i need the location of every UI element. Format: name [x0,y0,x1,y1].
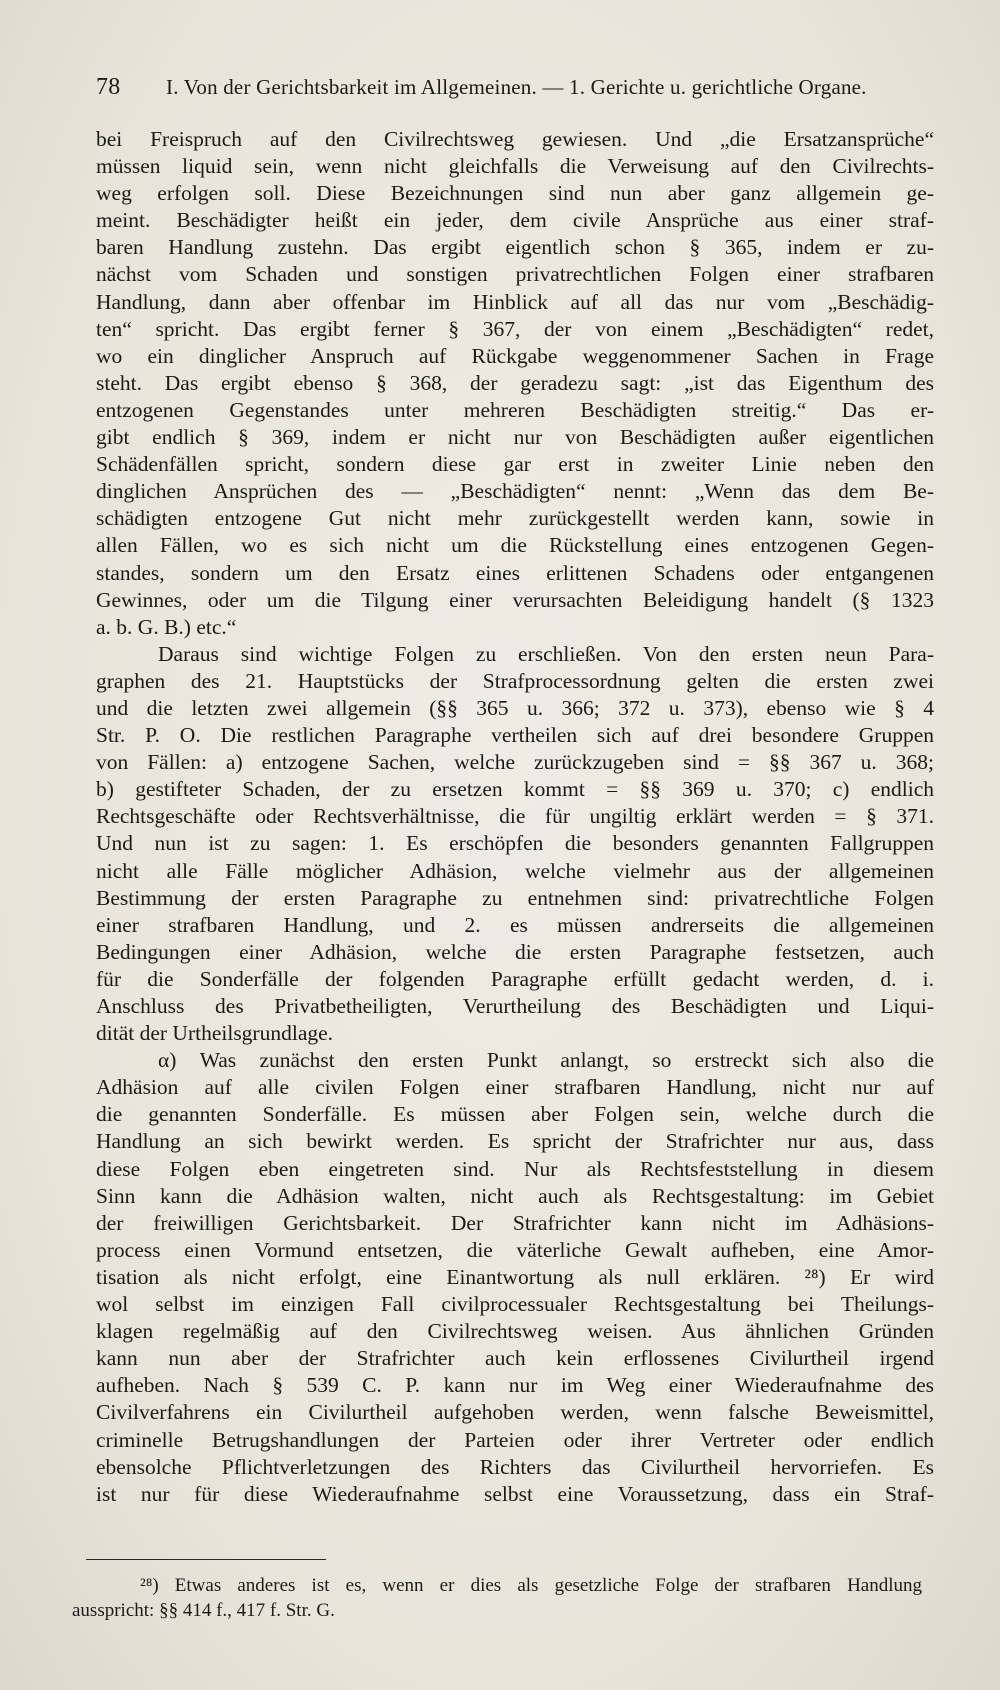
text-line: ist nur für diese Wiederaufnahme selbst eine Voraussetzung, dass ein Straf- [96,1481,934,1506]
text-line: Anschluss des Privatbetheiligten, Verurtheilung des Beschädigten und Liqui- [96,994,934,1018]
text-line: b) gestifteter Schaden, der zu ersetzen kommt = §§ 369 u. 370; c) endlich [96,777,934,802]
paragraph-start-line: α) Was zunächst den ersten Punkt anlangt, so erstreckt sich also die [158,1048,934,1073]
text-line: von Fällen: a) entzogene Sachen, welche zurückzugeben sind = §§ 367 u. 368; [96,750,934,775]
text-line: gibt endlich § 369, indem er nicht nur von Beschädigten außer eigentlichen [96,425,934,450]
page-header [96,74,886,101]
text-line: Str. P. O. Die restlichen Paragraphe vertheilen sich auf drei besondere Gruppen [96,723,934,748]
footnote-line: ²⁸) Etwas anderes ist es, wenn er dies als gesetzliche Folge der strafbaren Handlung [140,1575,922,1596]
text-line: ebensolche Pflichtverletzungen des Richters das Civilurtheil hervorriefen. Es [96,1454,934,1479]
text-line: baren Handlung zustehn. Das ergibt eigentlich schon § 365, indem er zu- [96,235,934,260]
footnote [72,1573,922,1623]
text-line: Adhäsion auf alle civilen Folgen einer strafbaren Handlung, nicht nur auf [96,1075,934,1100]
page-number: 78 [96,74,121,100]
text-line: wol selbst im einzigen Fall civilprocessualer Rechtsgestaltung bei Theilungs- [96,1292,934,1317]
paragraph-end-line: dität der Urtheilsgrundlage. [96,1021,334,1046]
text-line: Gewinnes, oder um die Tilgung einer verursachten Beleidigung handelt (§ 1323 [96,587,934,612]
text-line: nächst vom Schaden und sonstigen privatrechtlichen Folgen einer strafbaren [96,262,934,287]
text-line: ten“ spricht. Das ergibt ferner § 367, der von einem „Beschädigten“ redet, [96,316,934,341]
text-line: tisation als nicht erfolgt, eine Einantwortung als null erklären. ²⁸) Er wird [96,1264,934,1289]
text-line: process einen Vormund entsetzen, die väterliche Gewalt aufheben, eine Amor- [96,1237,934,1262]
text-line: der freiwilligen Gerichtsbarkeit. Der Strafrichter kann nicht im Adhäsions- [96,1210,934,1235]
text-line: steht. Das ergibt ebenso § 368, der geradezu sagt: „ist das Eigenthum des [96,370,934,395]
text-line: schädigten entzogene Gut nicht mehr zurückgestellt werden kann, sowie in [96,506,934,531]
text-line: nicht alle Fälle möglicher Adhäsion, welche vielmehr aus der allgemeinen [96,858,934,883]
text-line: weg erfolgen soll. Diese Bezeichnungen sind nun aber ganz allgemein ge- [96,181,934,206]
footnote-line: ausspricht: §§ 414 f., 417 f. Str. G. [72,1600,335,1621]
text-line: bei Freispruch auf den Civilrechtsweg gewiesen. Und „die Ersatzansprüche“ [96,127,934,151]
text-line: aufheben. Nach § 539 C. P. kann nur im Weg einer Wiederaufnahme des [96,1373,934,1398]
text-line: Und nun ist zu sagen: 1. Es erschöpfen die besonders genannten Fallgruppen [96,831,934,856]
paragraph-start-line: Daraus sind wichtige Folgen zu erschließen. Von den ersten neun Para- [158,641,934,666]
text-line: criminelle Betrugshandlungen der Parteien oder ihrer Vertreter oder endlich [96,1427,934,1452]
text-line: Civilverfahrens ein Civilurtheil aufgehoben werden, wenn falsche Beweismittel, [96,1400,934,1425]
text-line: allen Fällen, wo es sich nicht um die Rückstellung eines entzogenen Gegen- [96,533,934,558]
text-line: Bedingungen einer Adhäsion, welche die ersten Paragraphe festsetzen, auch [96,939,934,964]
running-head: I. Von der Gerichtsbarkeit im Allgemeinen. — 1. Gerichte u. gerichtliche Organe. [166,75,867,99]
paragraph-end-line: a. b. G. B.) etc.“ [96,614,237,639]
text-line: für die Sonderfälle der folgenden Paragraphe erfüllt gedacht werden, d. i. [96,966,934,991]
text-line: Handlung, dann aber offenbar im Hinblick auf all das nur vom „Beschädig- [96,289,934,314]
text-line: meint. Beschädigter heißt ein jeder, dem civile Ansprüche aus einer straf- [96,208,934,233]
text-line: müssen liquid sein, wenn nicht gleichfalls die Verweisung auf den Civilrechts- [96,154,934,179]
text-line: standes, sondern um den Ersatz eines erlittenen Schadens oder entgangenen [96,560,934,585]
text-line: entzogenen Gegenstandes unter mehreren Beschädigten streitig.“ Das er- [96,397,934,422]
body-text [96,126,934,1508]
text-line: einer strafbaren Handlung, und 2. es müssen andrerseits die allgemeinen [96,912,934,937]
text-line: kann nun aber der Strafrichter auch kein erflossenes Civilurtheil irgend [96,1346,934,1371]
text-line: dinglichen Ansprüchen des — „Beschädigten“ nennt: „Wenn das dem Be- [96,479,934,504]
text-line: Handlung an sich bewirkt werden. Es spricht der Strafrichter nur aus, dass [96,1129,934,1154]
text-line: wo ein dinglicher Anspruch auf Rückgabe weggenommener Sachen in Frage [96,343,934,368]
text-line: Schädenfällen spricht, sondern diese gar erst in zweiter Linie neben den [96,452,934,477]
text-line: Rechtsgeschäfte oder Rechtsverhältnisse, die für ungiltig erklärt werden = § 371. [96,804,934,829]
text-line: diese Folgen eben eingetreten sind. Nur als Rechtsfeststellung in diesem [96,1156,934,1181]
text-line: Sinn kann die Adhäsion walten, nicht auch als Rechtsgestaltung: im Gebiet [96,1183,934,1208]
footnote-divider [86,1559,326,1560]
text-line: klagen regelmäßig auf den Civilrechtsweg weisen. Aus ähnlichen Gründen [96,1319,934,1344]
text-line: und die letzten zwei allgemein (§§ 365 u. 366; 372 u. 373), ebenso wie § 4 [96,695,934,720]
text-line: Bestimmung der ersten Paragraphe zu entnehmen sind: privatrechtliche Folgen [96,885,934,910]
text-line: die genannten Sonderfälle. Es müssen aber Folgen sein, welche durch die [96,1102,934,1127]
text-line: graphen des 21. Hauptstücks der Strafprocessordnung gelten die ersten zwei [96,668,934,693]
